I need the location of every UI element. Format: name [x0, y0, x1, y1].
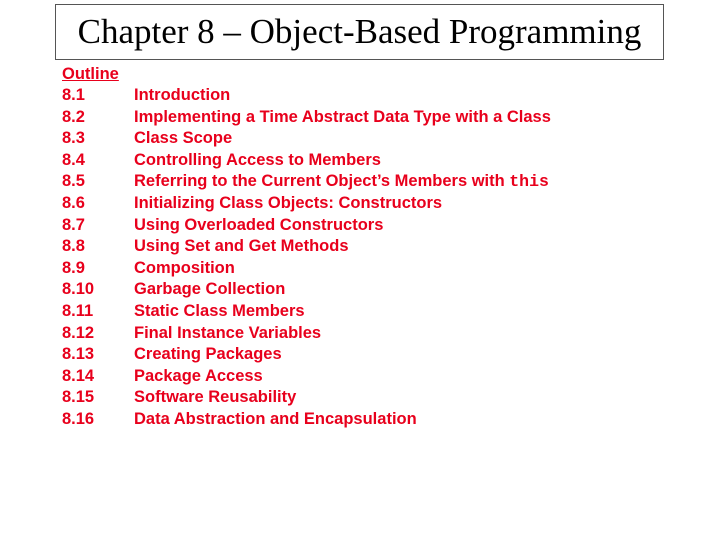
outline-item-text: Referring to the Current Object’s Members with	[134, 172, 510, 191]
outline-item-number: 8.15	[62, 388, 95, 407]
outline-item	[62, 279, 712, 301]
outline-item	[62, 107, 712, 129]
outline-item-text: Garbage Collection	[134, 280, 286, 299]
outline-item-text: Using Set and Get Methods	[134, 237, 349, 256]
outline-item-text: Using Overloaded Constructors	[134, 215, 384, 234]
outline-item-text: Static Class Members	[134, 301, 305, 320]
outline-list	[62, 85, 712, 431]
outline-item-text: Controlling Access to Members	[134, 150, 381, 169]
outline-item-number: 8.9	[62, 258, 85, 277]
outline-item-text: Software Reusability	[134, 388, 297, 407]
outline-item	[62, 215, 712, 237]
outline-item-number: 8.2	[62, 107, 85, 126]
outline-item-number: 8.5	[62, 172, 85, 191]
outline-item-code: this	[509, 172, 549, 192]
outline-item	[62, 171, 712, 193]
outline-item	[62, 128, 712, 150]
outline-item	[62, 150, 712, 172]
outline-item-number: 8.3	[62, 129, 85, 148]
outline-item-text: Creating Packages	[134, 345, 282, 364]
outline-item	[62, 323, 712, 345]
outline-item	[62, 366, 712, 388]
outline-item-number: 8.14	[62, 366, 95, 385]
outline-item-text: Package Access	[134, 366, 263, 385]
outline-item-number: 8.16	[62, 409, 95, 428]
outline-item-text: Data Abstraction and Encapsulation	[134, 409, 417, 428]
outline-item-number: 8.10	[62, 280, 95, 299]
outline-item-number: 8.11	[62, 301, 94, 320]
title-box	[55, 4, 664, 60]
outline-item	[62, 258, 712, 280]
outline-item-text: Implementing a Time Abstract Data Type with a Class	[134, 107, 551, 126]
outline-item-number: 8.8	[62, 237, 85, 256]
outline-item-number: 8.6	[62, 193, 85, 212]
outline-item	[62, 85, 712, 107]
outline-item-number: 8.1	[62, 86, 85, 104]
outline-item-number: 8.7	[62, 215, 85, 234]
outline-heading: Outline	[62, 65, 119, 83]
outline-item	[62, 344, 712, 366]
outline-item	[62, 193, 712, 215]
outline-item-number: 8.4	[62, 150, 85, 169]
outline-item	[62, 387, 712, 409]
outline-item	[62, 301, 712, 323]
slide-title: Chapter 8 – Object-Based Programming	[77, 12, 642, 51]
outline-item	[62, 236, 712, 258]
outline-item-text: Composition	[134, 258, 235, 277]
outline-item-text: Class Scope	[134, 129, 233, 148]
outline-item-number: 8.13	[62, 345, 95, 364]
outline-item-text: Introduction	[134, 86, 231, 104]
outline-item-text: Initializing Class Objects: Constructors	[134, 193, 443, 212]
outline-item	[62, 409, 712, 431]
outline-item-text: Final Instance Variables	[134, 323, 322, 342]
outline-item-number: 8.12	[62, 323, 95, 342]
outline	[62, 64, 712, 431]
